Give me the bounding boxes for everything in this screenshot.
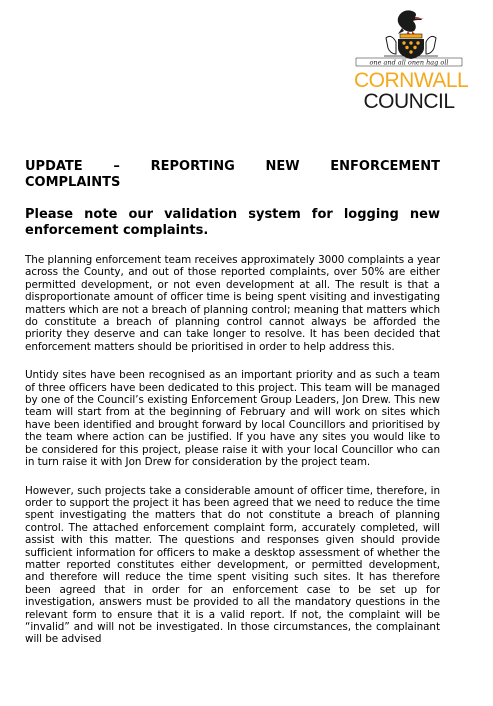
motto-text: one and all onen hag oll: [369, 58, 449, 67]
chough-crest-icon: [354, 4, 464, 60]
title-word: ENFORCEMENT: [330, 159, 440, 174]
title-word: UPDATE: [25, 159, 83, 174]
title-word: –: [113, 159, 120, 174]
paragraph: The planning enforcement team receives approximately 3000 complaints a year across the County, and out of those reported complaints, over 50% are either permitted development, or not even development at all. The result is that a disproportionate amount of officer time is being spent visiting and investigating matters which are not a breach of planning control; meaning that matters which do constitute a breach of planning control cannot always be afforded the priority they deserve and can take longer to resolve. It has been decided that enforcement matters should be prioritised in order to help address this.: [25, 254, 440, 353]
notice-subheading: Please note our validation system for logging new enforcement complaints.: [25, 207, 440, 238]
title-word: NEW: [265, 159, 300, 174]
logo-cornwall-text: CORNWALL: [354, 69, 469, 92]
title-line-1: [25, 159, 440, 175]
cornwall-council-logo: [354, 4, 469, 114]
page-title: [25, 159, 440, 191]
paragraph: Untidy sites have been recognised as an important priority and as such a team of three officers have been dedicated to this project. This team will be managed by one of the Council’s existing Enforcement Group Leaders, Jon Drew. This new team will start from at the beginning of February and will work on sites which have been identified and brought forward by local Councillors and prioritised by the team where action can be justified. If you have any sites you would like to be considered for this project, please raise it with your local Councillor who can in turn raise it with Jon Drew for consideration by the project team.: [25, 369, 440, 469]
document-body: [25, 159, 440, 646]
logo-council-text: COUNCIL: [363, 90, 455, 113]
paragraph: However, such projects take a considerable amount of officer time, therefore, in order to support the project it has been agreed that we need to reduce the time spent investigating the matters that do not constitute a breach of planning control. The attached enforcement complaint form, accurately completed, will assist with this matter. The questions and responses given should provide sufficient information for officers to make a desktop assessment of whether the matter reported constitutes either development, or permitted development, and therefore will reduce the time spent visiting such sites. It has therefore been agreed that in order for an enforcement case to be set up for investigation, answers must be provided to all the mandatory questions in the relevant form to ensure that it is a valid report. If not, the complaint will be “invalid” and will not be investigated. In those circumstances, the complainant will be advised: [25, 484, 440, 646]
title-line-2: COMPLAINTS: [25, 175, 121, 190]
motto-scroll: [354, 56, 464, 68]
chough-bird-icon: [398, 10, 424, 35]
title-word: REPORTING: [150, 159, 235, 174]
